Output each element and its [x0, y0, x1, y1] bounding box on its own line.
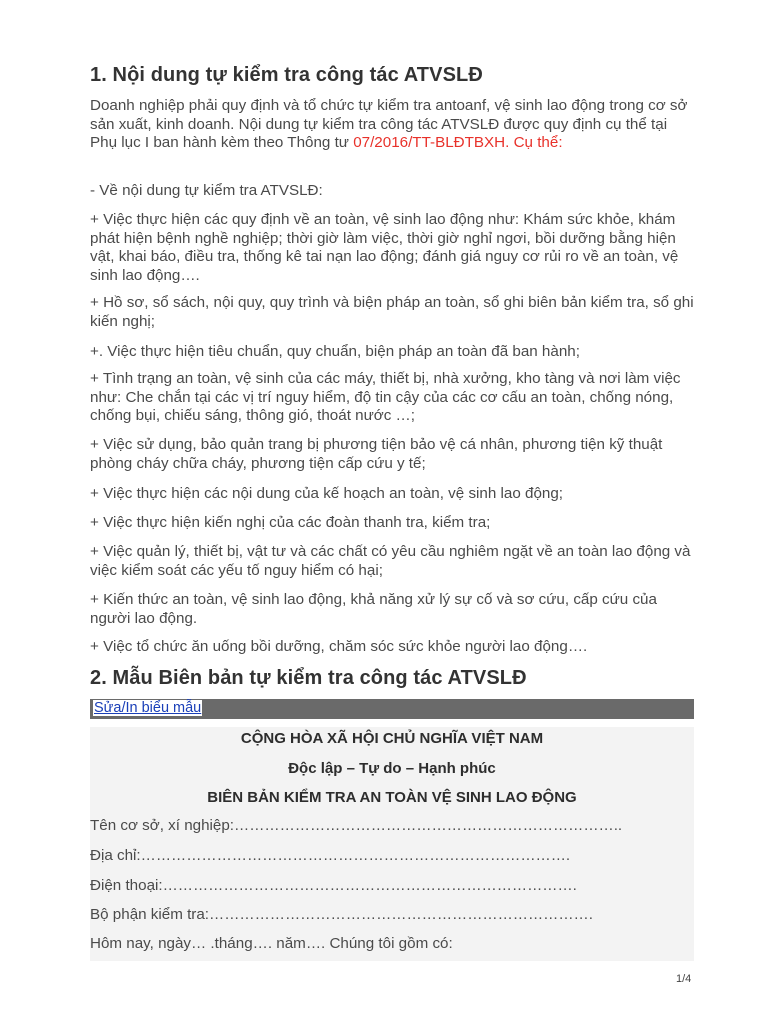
list-item: + Việc sử dụng, bảo quản trang bị phương tiện bảo vệ cá nhân, phương tiện kỹ thuật phòng cháy chữa cháy, phương tiện cấp cứu y tế;	[90, 436, 663, 472]
intro-paragraph	[90, 97, 696, 153]
list-item: + Kiến thức an toàn, vệ sinh lao động, khả năng xử lý sự cố và sơ cứu, cấp cứu của người lao động.	[90, 591, 657, 627]
edit-toolbar	[90, 699, 694, 719]
form-title: BIÊN BẢN KIỂM TRA AN TOÀN VỆ SINH LAO ĐỘNG	[207, 789, 577, 806]
edit-print-form-link[interactable]: Sửa/In biểu mẫu	[94, 700, 202, 716]
form-motto: Độc lập – Tự do – Hạnh phúc	[288, 760, 496, 777]
section-1-heading: 1. Nội dung tự kiểm tra công tác ATVSLĐ	[90, 64, 483, 86]
list-item: + Việc thực hiện các quy định về an toàn, vệ sinh lao động như: Khám sức khỏe, khám phát hiện bệnh nghề nghiệp; thời giờ làm việc, thời giờ nghỉ ngơi, bồi dưỡng bằng hiện vật, khai báo, điều tra, thống kê tai nạn lao động; đánh giá nguy cơ rủi ro về an toàn, vệ sinh lao động….	[90, 211, 679, 284]
section-2-heading: 2. Mẫu Biên bản tự kiểm tra công tác ATVSLĐ	[90, 667, 527, 689]
circular-link[interactable]: 07/2016/TT-BLĐTBXH. Cụ thể:	[353, 134, 563, 151]
form-field-phone: Điện thoại:……………………………………………………………………….	[90, 877, 577, 894]
list-item: + Việc quản lý, thiết bị, vật tư và các chất có yêu cầu nghiêm ngặt về an toàn lao động và việc kiểm soát các yếu tố nguy hiểm có hại;	[90, 543, 691, 579]
form-field-facility-name: Tên cơ sở, xí nghiệp:…………………………………………………………………..	[90, 817, 623, 834]
inspection-form	[90, 727, 694, 961]
form-field-date-members: Hôm nay, ngày… .tháng…. năm…. Chúng tôi gồm có:	[90, 935, 453, 952]
form-field-address: Địa chỉ:………………………………………………………………………….	[90, 847, 571, 864]
page-number: 1/4	[676, 973, 692, 985]
list-item: + Tình trạng an toàn, vệ sinh của các máy, thiết bị, nhà xưởng, kho tàng và nơi làm việc như: Che chắn tại các vị trí nguy hiểm, độ tin cậy của các cơ cấu an toàn, chống nóng, chống bụi, chiếu sáng, thông gió, thoát nước …;	[90, 370, 681, 424]
list-item: +. Việc thực hiện tiêu chuẩn, quy chuẩn, biện pháp an toàn đã ban hành;	[90, 343, 580, 360]
list-item: + Hồ sơ, sổ sách, nội quy, quy trình và biện pháp an toàn, sổ ghi biên bản kiểm tra, sổ ghi kiến nghị;	[90, 294, 694, 330]
form-field-inspection-department: Bộ phận kiểm tra:………………………………………………………………….	[90, 906, 593, 923]
intro-text: Doanh nghiệp phải quy định và tổ chức tự kiểm tra antoanf, vệ sinh lao động trong cơ sở sản xuất, kinh doanh. Nội dung tự kiểm tra công tác ATVSLĐ được quy định cụ thể tại Phụ lục I ban hành kèm theo Thông tư	[90, 97, 688, 151]
list-item: - Về nội dung tự kiểm tra ATVSLĐ:	[90, 182, 323, 199]
form-country-name: CỘNG HÒA XÃ HỘI CHỦ NGHĨA VIỆT NAM	[240, 730, 544, 747]
list-item: + Việc thực hiện kiến nghị của các đoàn thanh tra, kiểm tra;	[90, 514, 491, 531]
list-item: + Việc thực hiện các nội dung của kế hoạch an toàn, vệ sinh lao động;	[90, 485, 564, 502]
list-item: + Việc tổ chức ăn uống bồi dưỡng, chăm sóc sức khỏe người lao động….	[90, 638, 588, 655]
